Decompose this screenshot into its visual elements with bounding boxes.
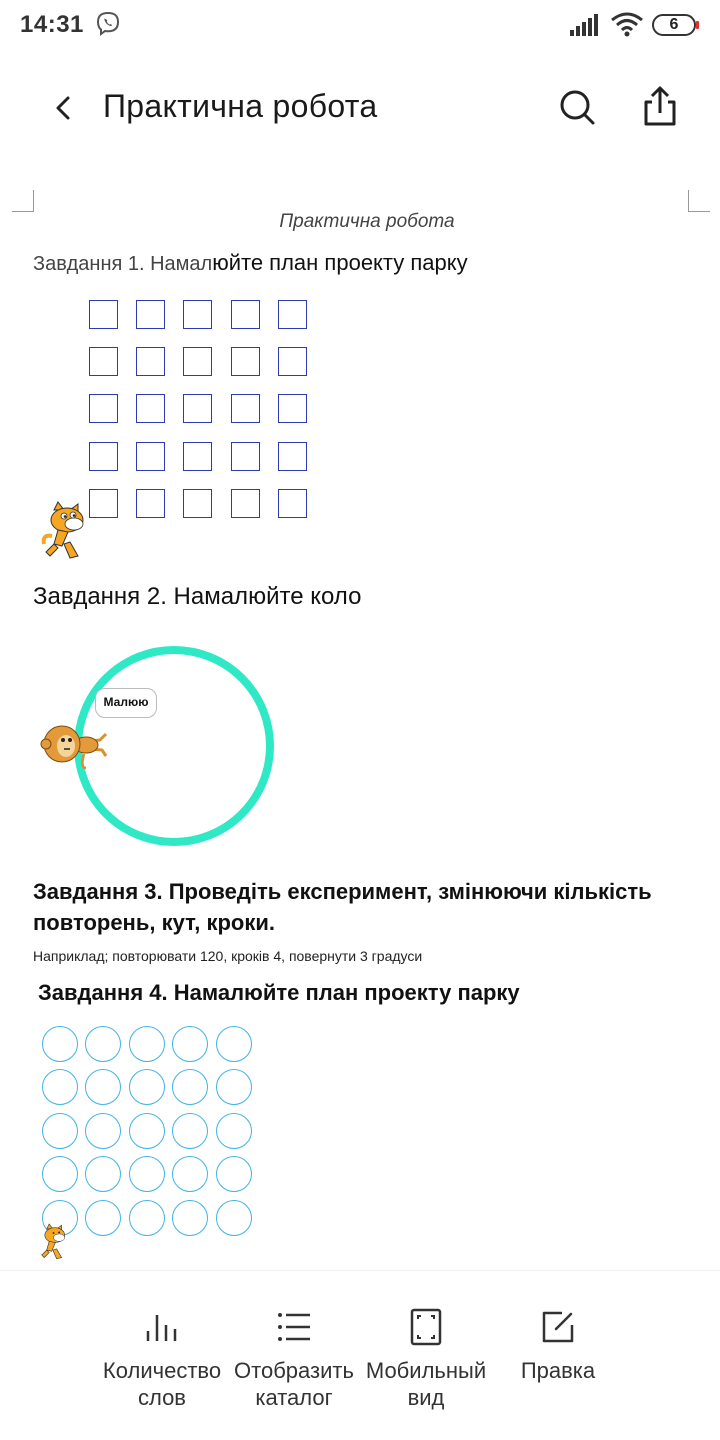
square-grid-drawing	[89, 300, 309, 520]
grid-square	[231, 442, 260, 471]
page-corner-mark	[688, 190, 710, 212]
grid-circle	[42, 1026, 78, 1062]
grid-circle	[216, 1026, 252, 1062]
grid-circle	[42, 1069, 78, 1105]
grid-square	[183, 489, 212, 518]
status-time: 14:31	[20, 11, 84, 38]
grid-circle	[129, 1113, 165, 1149]
grid-circle	[216, 1069, 252, 1105]
grid-square	[136, 442, 165, 471]
grid-circle	[85, 1026, 121, 1062]
edit-icon	[538, 1307, 578, 1347]
monkey-sprite	[40, 718, 112, 770]
speech-bubble: Малюю	[95, 688, 157, 718]
grid-circle	[172, 1156, 208, 1192]
mobile-view-label: Мобильный вид	[365, 1358, 487, 1410]
grid-square	[278, 394, 307, 423]
task2-title: Завдання 2. Намалюйте коло	[33, 583, 362, 610]
grid-square	[183, 300, 212, 329]
grid-circle	[85, 1156, 121, 1192]
grid-circle	[129, 1026, 165, 1062]
catalog-label: Отобразить каталог	[234, 1358, 354, 1410]
grid-square	[89, 394, 118, 423]
status-bar	[0, 0, 720, 52]
search-icon[interactable]	[550, 80, 606, 136]
grid-circle	[85, 1113, 121, 1149]
scratch-cat-sprite	[40, 500, 98, 562]
grid-square	[89, 347, 118, 376]
grid-circle	[42, 1156, 78, 1192]
grid-circle	[172, 1069, 208, 1105]
viber-icon	[94, 10, 122, 38]
grid-square	[183, 394, 212, 423]
grid-square	[136, 300, 165, 329]
grid-circle	[129, 1200, 165, 1236]
grid-circle	[129, 1069, 165, 1105]
wifi-icon	[610, 12, 644, 38]
grid-square	[231, 347, 260, 376]
grid-square	[231, 489, 260, 518]
task3-title: Завдання 3. Проведіть експеримент, змінюючи кількість повторень, кут, кроки.	[33, 879, 652, 935]
edit-label: Правка	[520, 1358, 596, 1383]
grid-square	[231, 394, 260, 423]
grid-square	[278, 347, 307, 376]
grid-circle	[85, 1069, 121, 1105]
signal-icon	[568, 14, 600, 36]
grid-square	[136, 347, 165, 376]
word-count-icon	[142, 1307, 182, 1347]
app-bar	[0, 70, 720, 146]
mobile-view-button[interactable]	[356, 1271, 496, 1440]
grid-square	[136, 489, 165, 518]
task1-title-suffix: юйте план проекту парку	[212, 250, 468, 275]
grid-square	[183, 442, 212, 471]
back-arrow-icon[interactable]	[36, 80, 92, 136]
grid-square	[183, 347, 212, 376]
grid-circle	[85, 1200, 121, 1236]
grid-square	[278, 489, 307, 518]
grid-circle	[172, 1200, 208, 1236]
bottom-toolbar	[0, 1270, 720, 1440]
page-corner-mark	[12, 190, 34, 212]
grid-circle	[216, 1200, 252, 1236]
grid-square	[89, 442, 118, 471]
task1-title-prefix: Завдання 1. Намал	[33, 253, 213, 275]
grid-square	[89, 300, 118, 329]
grid-square	[231, 300, 260, 329]
task4-title: Завдання 4. Намалюйте план проекту парку	[38, 980, 520, 1005]
grid-circle	[129, 1156, 165, 1192]
task3-example: Наприклад; повторювати 120, кроків 4, повернути 3 градуси	[33, 948, 423, 964]
grid-circle	[172, 1113, 208, 1149]
share-icon[interactable]	[632, 78, 688, 134]
word-count-label: Количество слов	[102, 1358, 222, 1410]
grid-square	[278, 442, 307, 471]
scratch-cat-sprite	[38, 1222, 74, 1262]
circle-grid-drawing	[40, 1024, 255, 1239]
edit-button[interactable]	[488, 1271, 628, 1440]
document-heading: Практична робота	[279, 211, 455, 232]
grid-circle	[216, 1113, 252, 1149]
task1-title	[33, 250, 468, 276]
catalog-button[interactable]	[224, 1271, 364, 1440]
mobile-view-icon	[406, 1307, 446, 1347]
page-title: Практична робота	[103, 88, 378, 124]
grid-circle	[172, 1026, 208, 1062]
grid-square	[136, 394, 165, 423]
grid-circle	[216, 1156, 252, 1192]
word-count-button[interactable]	[92, 1271, 232, 1440]
grid-circle	[42, 1113, 78, 1149]
battery-level: 6	[669, 16, 679, 33]
catalog-list-icon	[274, 1307, 314, 1347]
grid-square	[278, 300, 307, 329]
